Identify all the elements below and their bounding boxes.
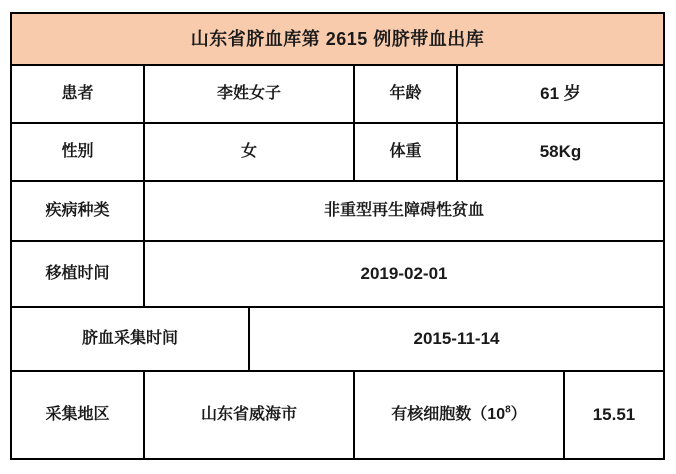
collection-time-label: 脐血采集时间 xyxy=(12,308,250,370)
gender-value: 女 xyxy=(145,124,355,180)
exponent: 8 xyxy=(505,404,511,416)
collection-time-value: 2015-11-14 xyxy=(413,329,500,349)
collection-region-label: 采集地区 xyxy=(12,372,145,458)
cord-blood-record-table xyxy=(10,12,665,460)
weight-value: 58Kg xyxy=(539,142,582,162)
table-row-gender xyxy=(12,124,663,182)
table-row-region xyxy=(12,372,663,458)
nucleated-cell-count-label xyxy=(355,372,565,458)
age-label: 年龄 xyxy=(355,66,458,122)
table-title: 山东省脐血库第 2615 例脐带血出库 xyxy=(190,28,485,49)
collection-region-value: 山东省威海市 xyxy=(145,372,355,458)
disease-label: 疾病种类 xyxy=(12,182,145,240)
nucleated-cell-count-value: 15.51 xyxy=(592,405,636,425)
patient-label: 患者 xyxy=(12,66,145,122)
table-row-collection-time xyxy=(12,308,663,372)
age-value: 61 岁 xyxy=(540,84,581,104)
transplant-time-value: 2019-02-01 xyxy=(360,264,448,284)
patient-value: 李姓女子 xyxy=(145,66,355,122)
transplant-time-label: 移植时间 xyxy=(12,242,145,306)
weight-label: 体重 xyxy=(355,124,458,180)
disease-value: 非重型再生障碍性贫血 xyxy=(323,202,484,219)
gender-label: 性别 xyxy=(12,124,145,180)
table-row-disease xyxy=(12,182,663,242)
table-row-transplant xyxy=(12,242,663,308)
nucleated-cell-count-label-text: 有核细胞数$(10^8)$ xyxy=(391,404,527,423)
table-title-row xyxy=(12,14,663,66)
table-row-patient xyxy=(12,66,663,124)
